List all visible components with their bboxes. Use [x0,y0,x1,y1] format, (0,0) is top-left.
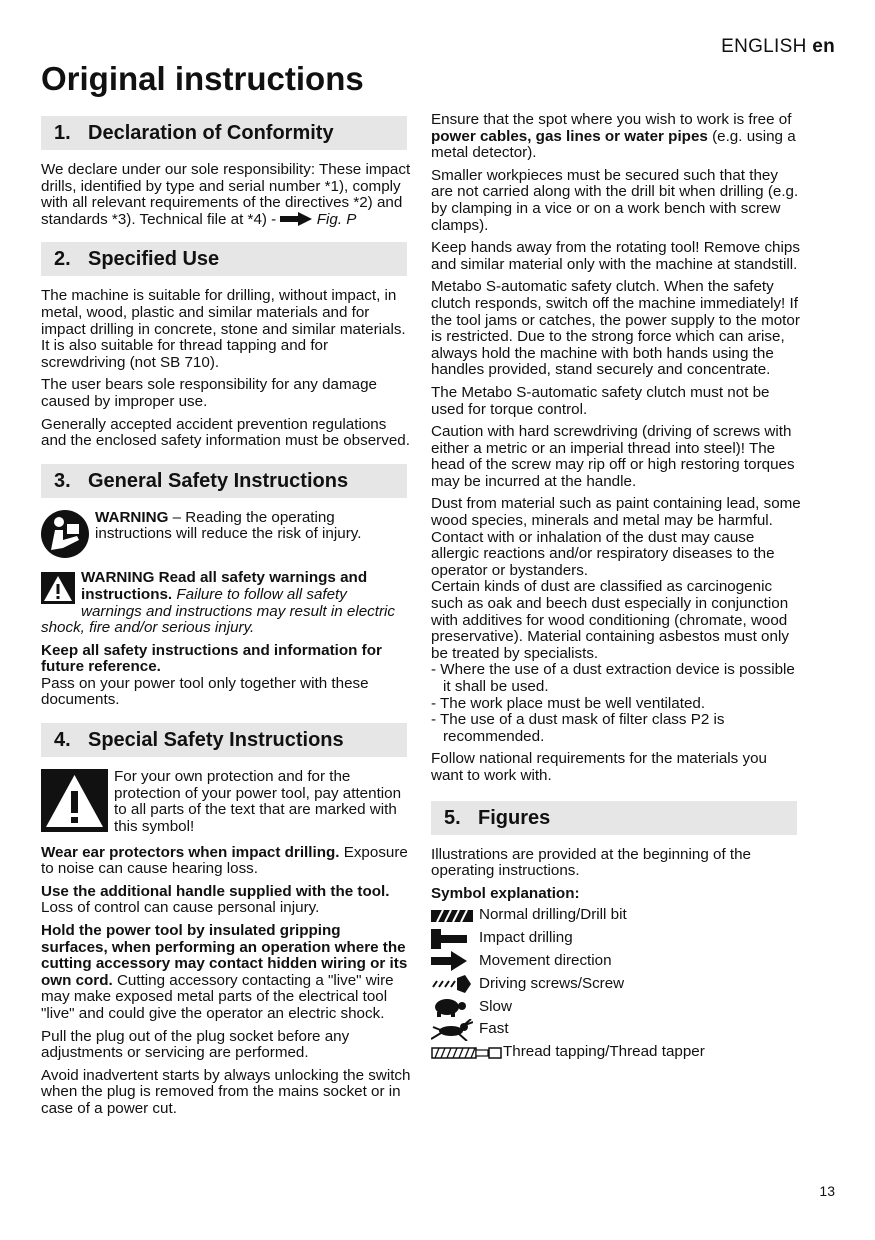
section-heading-special-safety [41,723,407,757]
read-manual-icon [41,510,89,563]
symbol-label: Thread tapping/Thread tapper [503,1043,705,1061]
warning-triangle-icon [41,769,108,837]
keep-hands-away: Keep hands away from the rotating tool! Remove chips and similar material only with the machine at standstill. [431,239,800,273]
page-number: 13 [819,1183,835,1199]
insulated-gripping: Hold the power tool by insulated gripping surfaces, when performing an operation where the cutting accessory may contact hidden wiring or its own cord. Cutting accessory contacting a "live" wire may make exposed metal parts of the electrical tool "live" and could give the operator an electric shock. [41,922,408,1022]
left-column [41,112,411,1124]
list-item: - The work place must be well ventilated. [431,694,706,712]
section-number: 5. [444,806,461,829]
responsibility-text: The user bears sole responsibility for any damage caused by improper use. [41,376,377,410]
section-number: 2. [54,248,71,271]
ensure-spot: Ensure that the spot where you wish to work is free of power cables, gas lines or water pipes (e.g. using a metal detector). [431,111,796,162]
national-requirements: Follow national requirements for the materials you want to work with. [431,750,767,784]
ear-protectors: Wear ear protectors when impact drilling. Exposure to noise can cause hearing loss. [41,843,408,878]
section-title: Declaration of Conformity [88,122,334,144]
regulations-text: Generally accepted accident prevention regulations and the enclosed safety information must be observed. [41,415,410,450]
hammer-icon [431,929,479,949]
screw-icon [431,975,479,993]
symbol-label: Driving screws/Screw [479,974,625,992]
additional-handle: Use the additional handle supplied with the tool. Loss of control can cause personal injury. [41,882,390,917]
special-safety-intro: For your own protection and for the protection of your power tool, pay attention to all parts of the text that are marked with this symbol! [41,769,411,837]
section-title: Special Safety Instructions [88,729,344,752]
section-heading-general-safety [41,464,407,498]
section-number: 1. [54,122,71,144]
symbol-label: Normal drilling/Drill bit [479,906,627,924]
avoid-starts: Avoid inadvertent starts by always unlocking the switch when the plug is removed from the mains socket or in case of a power cut. [41,1066,411,1117]
warning-triangle-icon [41,572,75,604]
page-title: Original instructions [41,60,364,97]
section-number: 3. [54,469,71,492]
section-number: 4. [54,729,71,752]
symbol-label: Slow [479,997,512,1015]
symbol-row [431,973,801,996]
declaration-text: We declare under our sole responsibility: These impact drills, identified by type and serial number *1), comply with all relevant requirements of the directives *2) and standards *3). Technical file at *4) - Fig. P [41,161,411,228]
carcinogenic-dust: Certain kinds of dust are classified as carcinogenic such as oak and beech dust especially in conjunction with additives for wood conditioning (chromate, wood preservative). Material containing asbestos must only be treated by specialists. [431,578,789,662]
symbol-label: Fast [479,1020,509,1038]
symbol-row [431,1018,801,1041]
figures-text: Illustrations are provided at the beginning of the operating instructions. [431,845,751,880]
hard-screwdriving: Caution with hard screwdriving (driving of screws with either a metric or an imperial thread into steel)! The head of the screw may rip off or high restoring torques may be incurred at the handle. [431,423,795,490]
list-item: - The use of a dust mask of filter class P2 is recommended. [431,711,725,745]
dust-measures-list [431,662,801,745]
symbol-row [431,927,801,950]
warning-read-manual [41,510,411,563]
symbol-label: Impact drilling [479,929,573,947]
hare-icon [431,1019,479,1041]
right-column [431,112,801,1064]
turtle-icon [431,997,479,1017]
tapper-icon [431,1046,503,1060]
keep-instructions: Keep all safety instructions and information for future reference. Pass on your power tool only together with these documents. [41,641,382,709]
section-title: Specified Use [88,248,220,271]
warning-read-all: WARNING Read all safety warnings and instructions. Failure to follow all safety warnings and instructions may result in electric shock, fire and/or serious injury. [41,569,396,637]
symbol-explanation-title: Symbol explanation: [431,884,580,902]
arrow-icon [280,212,312,226]
symbol-row [431,996,801,1019]
symbol-row [431,904,801,927]
list-item: - Where the use of a dust extraction device is possible it shall be used. [431,661,795,695]
language-code: en [812,36,835,57]
section-heading-specified-use [41,242,407,276]
symbol-row [431,1041,801,1064]
dust-hazard: Dust from material such as paint containing lead, some wood species, minerals and metal may be harmful. Contact with or inhalation of the dust may cause allergic reactions and/or respiratory diseases to the operator or bystanders. [431,495,801,579]
section-title: General Safety Instructions [88,469,349,492]
symbol-label: Movement direction [479,952,612,970]
pull-plug: Pull the plug out of the plug socket before any adjustments or servicing are performed. [41,1027,350,1062]
figure-ref: Fig. P [316,210,357,228]
torque-control: The Metabo S-automatic safety clutch must not be used for torque control. [431,383,770,418]
symbol-row [431,950,801,973]
arrow-icon [431,951,479,971]
language-label [721,36,835,58]
safety-clutch: Metabo S-automatic safety clutch. When the safety clutch responds, switch off the machine immediately! If the tool jams or catches, the power supply to the motor is restricted. Due to the strong force which can arise, always hold the machine with both hands using the handles provided, stand securely and concentrate. [431,278,800,379]
section-heading-figures [431,801,797,835]
section-heading-declaration [41,116,407,150]
language-name: ENGLISH [721,36,807,57]
warning-text: – Reading the operating instructions will reduce the risk of injury. [95,508,362,543]
smaller-workpieces: Smaller workpieces must be secured such that they are not carried along with the drill bit when drilling (e.g. by clamping in a vice or on a work bench with screw clamps). [431,166,799,234]
warning-label: WARNING [95,508,169,526]
section-title: Figures [478,806,551,829]
drill-bit-icon [431,909,479,923]
specified-use-text: The machine is suitable for drilling, without impact, in metal, wood, plastic and similar materials and for impact drilling in concrete, stone and similar materials. It is also suitable for thread tapping and for screwdriving (not SB 710). [41,287,406,371]
